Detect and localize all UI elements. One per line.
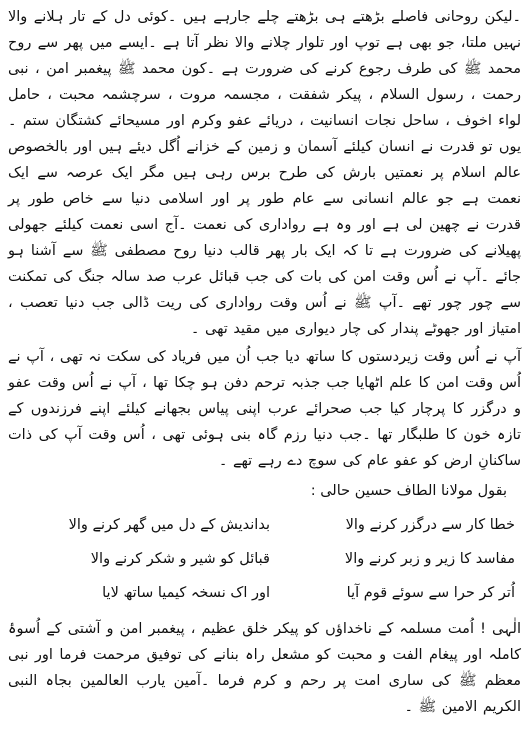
poem-verse-right: خطا کار سے درگزر کرنے والا [345, 517, 515, 533]
paragraph-1: ۔لیکن روحانی فاصلے بڑھتے ہی بڑھتے چلے جارہے ہیں ۔کوئی دل کے تار ہلانے والا نہیں ملتا، جو بھی ہے توپ اور تلوار چلانے والا نظر آتا ہے ۔ایسے میں پھر سے روح محمد ﷺ کی طرف رجوع کرنے کی ضرورت ہے ۔کون محمد ﷺ پیغمبر امن ، نبی رحمت ، رسول السلام ، پیکر شفقت ، مجسمہ مروت ، سرچشمہ محبت ، حامل لواء اخوف ، ساحل نجات انسانیت ، دریائے عفو وکرم اور مسیحائے کشتگان ستم ۔یوں تو قدرت نے انسان کیلئے آسمان و زمین کے خزانے اُگل دیئے ہیں اور بالخصوص عالم اسلام پر نعمتیں بارش کی طرح برس رہی ہیں مگر ایک عرصہ سے ایک نعمت ہے جو عالم انسانی سے عام طور پر اور اسلامی دنیا سے خاص طور پر قدرت نے چھین لی ہے اور وہ ہے رواداری کی نعمت ۔آج اسی نعمت کیلئے جھولی پھیلانے کی ضرورت ہے تا کہ ایک بار پھر قالب دنیا روح مصطفی ﷺ سے آشنا ہو جائے ۔آپ نے اُس وقت امن کی بات کی جب قبائل عرب صد سالہ جنگ کی تمکنت سے چور چور تھے ۔آپ ﷺ نے اُس وقت رواداری کی ریت ڈالی جب دنیا تعصب ، امتیاز اور جھوٹے پندار کی چار دیواری میں مقید تھی ۔ [8, 9, 521, 337]
poem-verse-left: اور اک نسخہ کیمیا ساتھ لایا [102, 585, 270, 601]
poem-couplet [8, 542, 521, 576]
poem-block [8, 508, 521, 610]
poem-verse-right: اُتر کر حرا سے سوئے قوم آیا [346, 585, 515, 601]
poem-attribution: بقول مولانا الطاف حسین حالی : [310, 483, 507, 499]
closing-prayer: الٰہی ! اُمت مسلمہ کے ناخداؤں کو پیکر خلق عظیم ، پیغمبر امن و آشتی کے اُسوۂ کاملہ اور پیغام الفت و محبت کو مشعل راہ بنانے کی توفیق مرحمت فرما اور نبی معظم ﷺ کی ساری امت پر رحم و کرم فرما ۔آمین یارب العالمین بجاہ النبی الکریم الامین ﷺ ۔ [8, 621, 521, 715]
paragraph-2: آپ نے اُس وقت زیردستوں کا ساتھ دیا جب اُن میں فریاد کی سکت نہ تھی ، آپ نے اُس وقت امن کا علم اٹھایا جب جذبہ ترحم دفن ہو چکا تھا ، آپ نے اُس وقت عفو و درگزر کا پرچار کیا جب صحرائے عرب اپنی پیاس بجھانے کیلئے اپنے فرزندوں کے تازہ خون کا طلبگار تھا ۔جب دنیا رزم گاہ بنی ہوئی تھی ، اُس وقت آپ کی ذات ساکنانِ ارض کو عفو عام کی سوچ دے رہے تھے ۔ [8, 349, 521, 469]
poem-couplet [8, 576, 521, 610]
poem-couplet [8, 508, 521, 542]
poem-verse-left: بداندیش کے دل میں گھر کرنے والا [68, 517, 270, 533]
poem-verse-right: مفاسد کا زیر و زبر کرنے والا [344, 551, 515, 567]
poem-verse-left: قبائل کو شیر و شکر کرنے والا [90, 551, 270, 567]
